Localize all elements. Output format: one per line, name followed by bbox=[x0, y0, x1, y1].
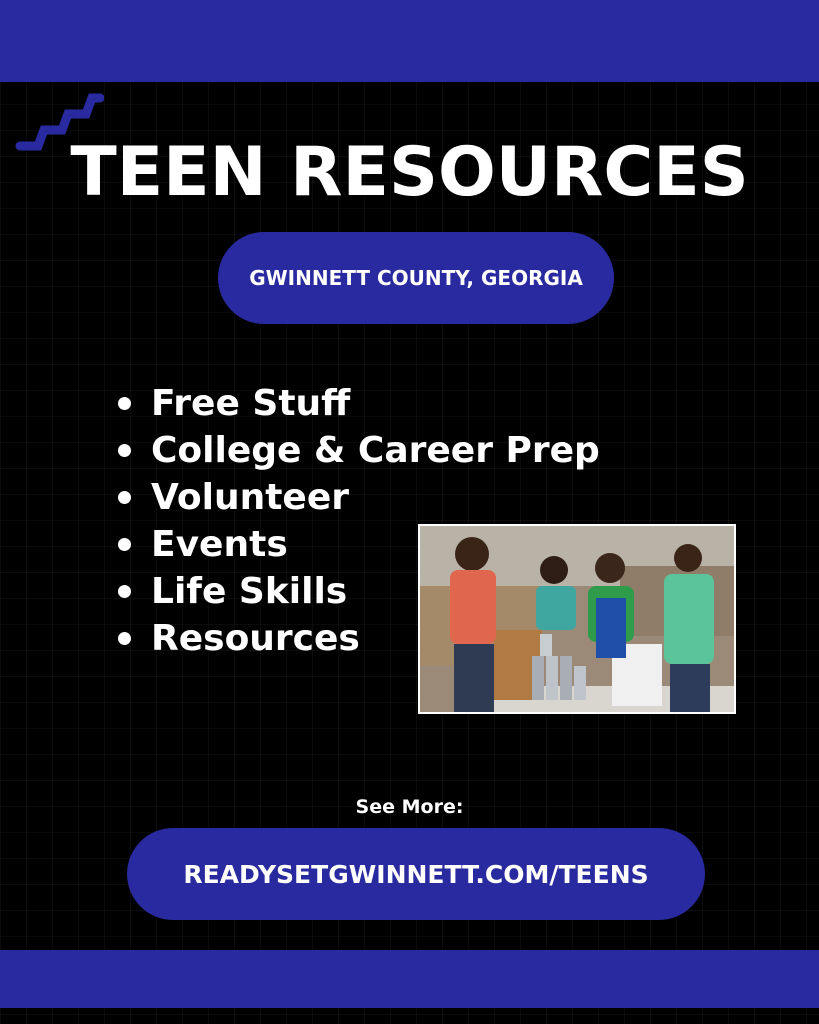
location-badge bbox=[218, 232, 614, 324]
list-item-label: Volunteer bbox=[151, 477, 350, 518]
list-item-label: Life Skills bbox=[151, 571, 348, 612]
list-item-label: Free Stuff bbox=[151, 383, 351, 424]
bullet-dot-icon bbox=[118, 538, 131, 551]
website-link-button[interactable] bbox=[127, 828, 705, 920]
website-url[interactable]: READYSETGWINNETT.COM/TEENS bbox=[183, 859, 649, 889]
volunteers-illustration bbox=[420, 526, 734, 712]
volunteers-photo bbox=[418, 524, 736, 714]
location-label: GWINNETT COUNTY, GEORGIA bbox=[249, 266, 583, 290]
list-item bbox=[118, 474, 600, 521]
top-accent-band bbox=[0, 0, 819, 82]
bullet-dot-icon bbox=[118, 444, 131, 457]
list-item bbox=[118, 380, 600, 427]
list-item bbox=[118, 427, 600, 474]
list-item-label: College & Career Prep bbox=[151, 430, 600, 471]
bullet-dot-icon bbox=[118, 397, 131, 410]
bottom-accent-band bbox=[0, 950, 819, 1008]
page-title: TEEN RESOURCES bbox=[70, 133, 749, 212]
bullet-dot-icon bbox=[118, 585, 131, 598]
bullet-dot-icon bbox=[118, 632, 131, 645]
list-item-label: Events bbox=[151, 524, 288, 565]
bullet-dot-icon bbox=[118, 491, 131, 504]
see-more-label: See More: bbox=[355, 796, 464, 818]
list-item-label: Resources bbox=[151, 618, 360, 659]
